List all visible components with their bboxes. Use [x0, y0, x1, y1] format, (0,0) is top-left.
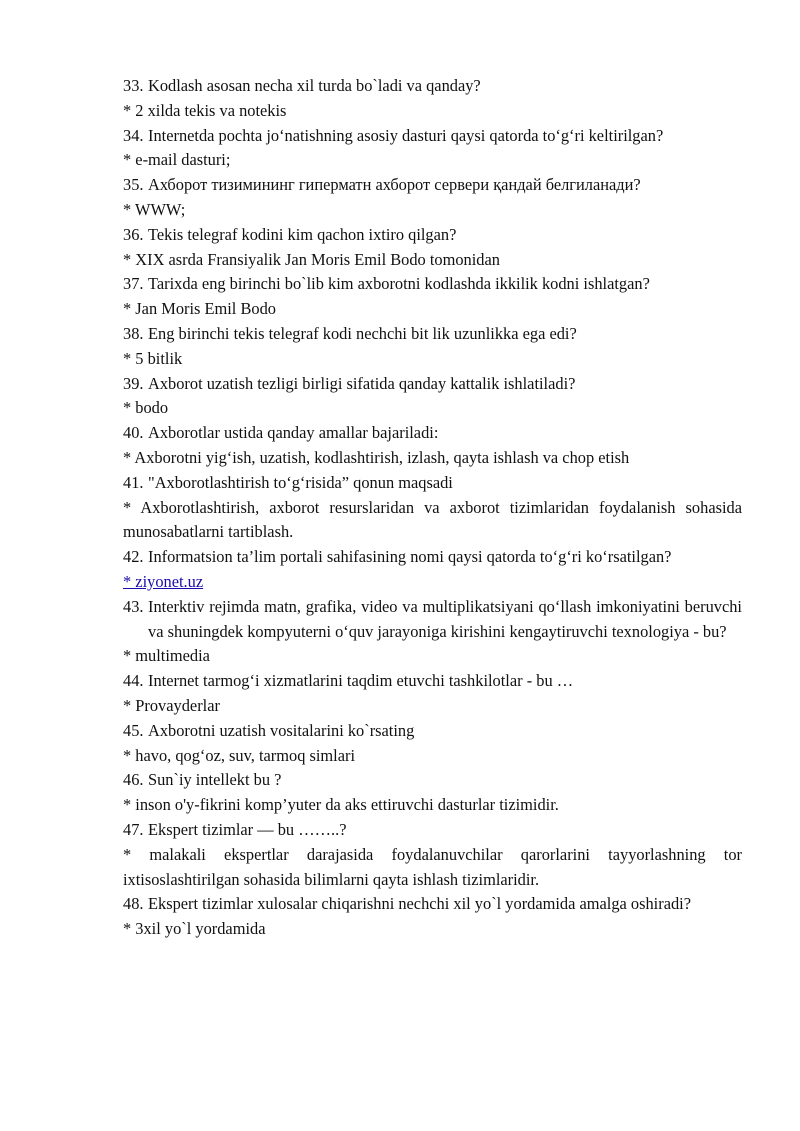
answer-44: * Provayderlar [123, 695, 220, 715]
question-number: 38. [123, 323, 144, 343]
question-text: Ekspert tizimlar xulosalar chiqarishni nechchi xil yo`l yordamida amalga oshiradi? [148, 894, 691, 914]
question-42 [123, 545, 742, 570]
question-41 [123, 471, 742, 496]
question-number: 43. [123, 596, 144, 616]
question-36 [123, 223, 742, 248]
question-number: 42. [123, 547, 144, 567]
question-33 [123, 74, 742, 99]
question-43 [123, 595, 742, 645]
question-number: 41. [123, 472, 144, 492]
question-number: 39. [123, 373, 144, 393]
question-text: Kodlash asosan necha xil turda bo`ladi va qanday? [148, 76, 481, 95]
question-number: 46. [123, 770, 144, 790]
question-text: Ekspert tizimlar — bu ……..? [148, 819, 347, 839]
question-44 [123, 669, 742, 694]
question-text: Eng birinchi tekis telegraf kodi nechchi bit lik uzunlikka ega edi? [148, 323, 577, 343]
answer-43: * multimedia [123, 646, 210, 666]
answer-35: * WWW; [123, 199, 186, 219]
answer-45: * havo, qog‘oz, suv, tarmoq simlari [123, 745, 356, 765]
question-40 [123, 421, 742, 446]
question-text: "Axborotlashtirish to‘g‘risida” qonun maqsadi [148, 472, 453, 492]
question-34 [123, 124, 742, 149]
answer-46: * inson o'y-fikrini komp’yuter da aks ettiruvchi dasturlar tizimidir. [123, 795, 559, 815]
question-number: 45. [123, 720, 144, 740]
answer-38: * 5 bitlik [123, 348, 183, 368]
question-text: Interktiv rejimda matn, grafika, video va multiplikatsiyani qo‘llash imkoniyatini beruvchi va shuningdek kompyuterni o‘quv jarayoniga kirishini kengaytiruvchi texnologiya - bu? [148, 596, 742, 641]
question-text: Axborotni uzatish vositalarini ko`rsating [148, 720, 415, 740]
question-number: 44. [123, 671, 144, 691]
question-47 [123, 818, 742, 843]
question-text: Axborotlar ustida qanday amallar bajariladi: [148, 423, 439, 443]
ziyonet-link[interactable]: * ziyonet.uz [123, 571, 204, 591]
answer-41: * Axborotlashtirish, axborot resurslaridan va axborot tizimlaridan foydalanish sohasida munosabatlarni tartiblash. [123, 497, 742, 542]
answer-48: * 3xil yo`l yordamida [123, 919, 266, 939]
answer-33: * 2 xilda tekis va notekis [123, 100, 287, 120]
question-text: Informatsion ta’lim portali sahifasining nomi qaysi qatorda to‘g‘ri ko‘rsatilgan? [148, 547, 672, 567]
question-text: Tarixda eng birinchi bo`lib kim axborotni kodlashda ikkilik kodni ishlatgan? [148, 274, 650, 294]
question-39 [123, 372, 742, 397]
question-text: Tekis telegraf kodini kim qachon ixtiro qilgan? [148, 224, 457, 244]
question-number: 36. [123, 224, 144, 244]
question-text: Internet tarmog‘i xizmatlarini taqdim etuvchi tashkilotlar - bu … [148, 671, 574, 691]
question-45 [123, 719, 742, 744]
question-text: Internetda pochta jo‘natishning asosiy dasturi qaysi qatorda to‘g‘ri keltirilgan? [148, 125, 664, 145]
question-38 [123, 322, 742, 347]
answer-40: * Axborotni yig‘ish, uzatish, kodlashtirish, izlash, qayta ishlash va chop etish [123, 447, 630, 467]
question-text: Ахборот тизимининг гиперматн ахборот сервери қандай белгиланади? [148, 175, 641, 195]
question-35 [123, 173, 742, 198]
question-number: 33. [123, 76, 144, 95]
answer-47: * malakali ekspertlar darajasida foydalanuvchilar qarorlarini tayyorlashning tor ixtisoslashtirilgan sohasida bilimlarni qayta ishlash tizimlaridir. [123, 844, 742, 889]
question-text: Sun`iy intellekt bu ? [148, 770, 282, 790]
question-37 [123, 272, 742, 297]
answer-42 [123, 570, 742, 595]
question-text: Axborot uzatish tezligi birligi sifatida qanday kattalik ishlatiladi? [148, 373, 576, 393]
question-number: 37. [123, 274, 144, 294]
question-number: 48. [123, 894, 144, 914]
question-number: 40. [123, 423, 144, 443]
document-page [123, 74, 742, 942]
answer-34: * e-mail dasturi; [123, 150, 231, 170]
question-number: 47. [123, 819, 144, 839]
answer-37: * Jan Moris Emil Bodo [123, 299, 276, 319]
question-number: 34. [123, 125, 144, 145]
answer-36: * XIX asrda Fransiyalik Jan Moris Emil Bodo tomonidan [123, 249, 500, 269]
question-46 [123, 768, 742, 793]
answer-39: * bodo [123, 398, 169, 418]
question-48 [123, 892, 742, 917]
question-number: 35. [123, 175, 144, 195]
